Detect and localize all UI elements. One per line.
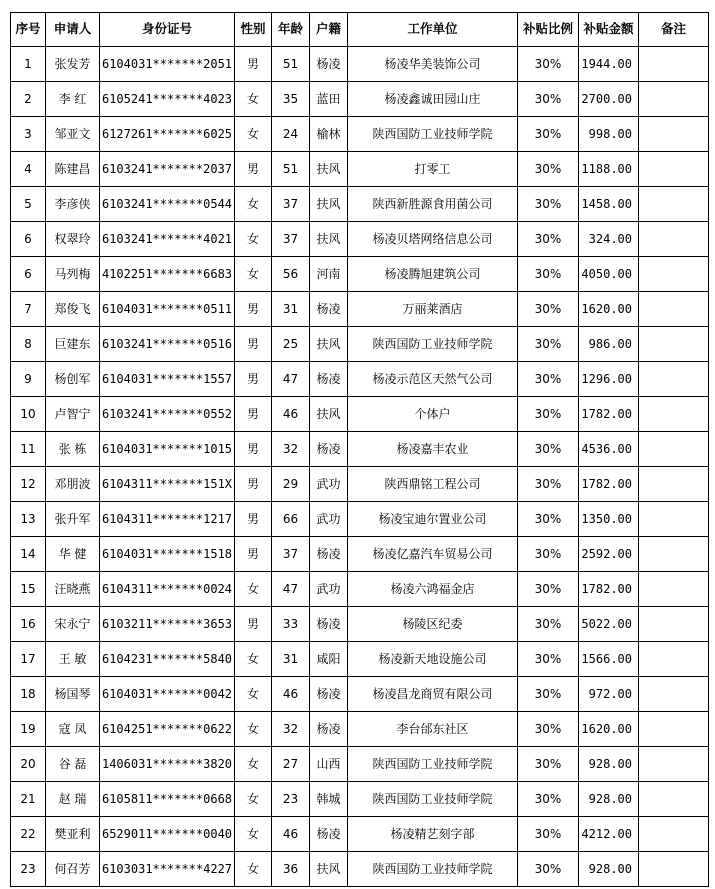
cell-ratio: 30% — [518, 432, 579, 467]
cell-unit: 杨凌华美装饰公司 — [348, 47, 518, 82]
cell-note — [639, 327, 709, 362]
cell-hukou: 扶风 — [310, 397, 348, 432]
table-body — [11, 47, 709, 887]
cell-unit: 李台邰东社区 — [348, 712, 518, 747]
cell-hukou: 扶风 — [310, 152, 348, 187]
cell-amount: 1782.00 — [579, 467, 639, 502]
cell-age: 24 — [272, 117, 310, 152]
cell-no: 14 — [11, 537, 46, 572]
cell-hukou: 韩城 — [310, 782, 348, 817]
cell-name: 巨建东 — [46, 327, 100, 362]
table-row — [11, 642, 709, 677]
cell-no: 6 — [11, 222, 46, 257]
cell-gender: 女 — [235, 852, 272, 887]
cell-unit: 杨凌新天地设施公司 — [348, 642, 518, 677]
cell-age: 27 — [272, 747, 310, 782]
cell-ratio: 30% — [518, 537, 579, 572]
cell-ratio: 30% — [518, 292, 579, 327]
header-row — [11, 13, 709, 47]
header-gender: 性别 — [235, 13, 272, 47]
cell-no: 2 — [11, 82, 46, 117]
table-row — [11, 362, 709, 397]
cell-amount: 928.00 — [579, 782, 639, 817]
cell-name: 张发芳 — [46, 47, 100, 82]
cell-name: 权翠玲 — [46, 222, 100, 257]
table-row — [11, 537, 709, 572]
cell-hukou: 扶风 — [310, 327, 348, 362]
table-row — [11, 747, 709, 782]
cell-id: 6104031*******0511 — [100, 292, 235, 327]
cell-hukou: 杨凌 — [310, 817, 348, 852]
cell-hukou: 扶风 — [310, 222, 348, 257]
cell-id: 6104031*******1557 — [100, 362, 235, 397]
cell-age: 56 — [272, 257, 310, 292]
header-amount: 补贴金额 — [579, 13, 639, 47]
table-row — [11, 222, 709, 257]
cell-note — [639, 782, 709, 817]
cell-name: 马列梅 — [46, 257, 100, 292]
cell-age: 47 — [272, 362, 310, 397]
cell-note — [639, 537, 709, 572]
cell-no: 12 — [11, 467, 46, 502]
cell-name: 杨创军 — [46, 362, 100, 397]
cell-gender: 男 — [235, 362, 272, 397]
cell-ratio: 30% — [518, 47, 579, 82]
cell-note — [639, 117, 709, 152]
table-row — [11, 502, 709, 537]
cell-amount: 1782.00 — [579, 397, 639, 432]
cell-amount: 1620.00 — [579, 292, 639, 327]
cell-gender: 男 — [235, 467, 272, 502]
cell-hukou: 杨凌 — [310, 432, 348, 467]
cell-age: 37 — [272, 537, 310, 572]
cell-ratio: 30% — [518, 642, 579, 677]
cell-no: 6 — [11, 257, 46, 292]
cell-unit: 陕西国防工业技师学院 — [348, 747, 518, 782]
cell-amount: 324.00 — [579, 222, 639, 257]
cell-name: 陈建昌 — [46, 152, 100, 187]
table-row — [11, 47, 709, 82]
cell-name: 卢智宁 — [46, 397, 100, 432]
cell-name: 宋永宁 — [46, 607, 100, 642]
cell-hukou: 蓝田 — [310, 82, 348, 117]
cell-ratio: 30% — [518, 82, 579, 117]
cell-no: 7 — [11, 292, 46, 327]
cell-amount: 972.00 — [579, 677, 639, 712]
cell-gender: 女 — [235, 817, 272, 852]
cell-ratio: 30% — [518, 187, 579, 222]
cell-name: 杨国琴 — [46, 677, 100, 712]
cell-age: 37 — [272, 187, 310, 222]
cell-id: 1406031*******3820 — [100, 747, 235, 782]
cell-no: 10 — [11, 397, 46, 432]
cell-age: 46 — [272, 397, 310, 432]
cell-name: 张升军 — [46, 502, 100, 537]
cell-note — [639, 677, 709, 712]
cell-hukou: 山西 — [310, 747, 348, 782]
cell-no: 20 — [11, 747, 46, 782]
cell-gender: 女 — [235, 642, 272, 677]
cell-amount: 5022.00 — [579, 607, 639, 642]
cell-ratio: 30% — [518, 677, 579, 712]
table-row — [11, 432, 709, 467]
header-age: 年龄 — [272, 13, 310, 47]
cell-gender: 女 — [235, 712, 272, 747]
cell-no: 23 — [11, 852, 46, 887]
cell-ratio: 30% — [518, 712, 579, 747]
cell-age: 51 — [272, 47, 310, 82]
cell-amount: 1620.00 — [579, 712, 639, 747]
cell-id: 6105811*******0668 — [100, 782, 235, 817]
cell-gender: 男 — [235, 607, 272, 642]
cell-amount: 2592.00 — [579, 537, 639, 572]
cell-id: 6104311*******0024 — [100, 572, 235, 607]
table-row — [11, 572, 709, 607]
table-row — [11, 292, 709, 327]
cell-unit: 陕西国防工业技师学院 — [348, 117, 518, 152]
cell-age: 31 — [272, 292, 310, 327]
cell-note — [639, 152, 709, 187]
cell-note — [639, 502, 709, 537]
cell-id: 6104031*******1518 — [100, 537, 235, 572]
cell-id: 6104031*******2051 — [100, 47, 235, 82]
table-row — [11, 117, 709, 152]
cell-unit: 陕西国防工业技师学院 — [348, 327, 518, 362]
cell-name: 张 栋 — [46, 432, 100, 467]
cell-no: 11 — [11, 432, 46, 467]
cell-id: 6103211*******3653 — [100, 607, 235, 642]
cell-unit: 杨陵区纪委 — [348, 607, 518, 642]
cell-no: 3 — [11, 117, 46, 152]
cell-gender: 女 — [235, 82, 272, 117]
cell-id: 6104031*******0042 — [100, 677, 235, 712]
cell-note — [639, 362, 709, 397]
table-row — [11, 852, 709, 887]
cell-note — [639, 572, 709, 607]
cell-unit: 万丽莱酒店 — [348, 292, 518, 327]
header-unit: 工作单位 — [348, 13, 518, 47]
cell-unit: 杨凌精艺刻字部 — [348, 817, 518, 852]
cell-gender: 男 — [235, 502, 272, 537]
cell-note — [639, 397, 709, 432]
header-no: 序号 — [11, 13, 46, 47]
cell-unit: 陕西鼎铭工程公司 — [348, 467, 518, 502]
cell-no: 9 — [11, 362, 46, 397]
cell-id: 6104311*******1217 — [100, 502, 235, 537]
cell-unit: 杨凌六鸿福金店 — [348, 572, 518, 607]
cell-note — [639, 852, 709, 887]
cell-unit: 杨凌宝迪尔置业公司 — [348, 502, 518, 537]
cell-age: 25 — [272, 327, 310, 362]
cell-no: 16 — [11, 607, 46, 642]
cell-id: 6529011*******0040 — [100, 817, 235, 852]
table-row — [11, 187, 709, 222]
cell-hukou: 榆林 — [310, 117, 348, 152]
cell-note — [639, 257, 709, 292]
cell-hukou: 武功 — [310, 572, 348, 607]
cell-amount: 986.00 — [579, 327, 639, 362]
cell-gender: 男 — [235, 47, 272, 82]
cell-name: 谷 磊 — [46, 747, 100, 782]
cell-amount: 4536.00 — [579, 432, 639, 467]
subsidy-table — [10, 12, 709, 887]
cell-ratio: 30% — [518, 782, 579, 817]
cell-hukou: 杨凌 — [310, 712, 348, 747]
cell-no: 18 — [11, 677, 46, 712]
cell-name: 何召芳 — [46, 852, 100, 887]
table-row — [11, 677, 709, 712]
cell-name: 郑俊飞 — [46, 292, 100, 327]
cell-id: 6104031*******1015 — [100, 432, 235, 467]
cell-hukou: 扶风 — [310, 852, 348, 887]
cell-age: 51 — [272, 152, 310, 187]
cell-id: 6103241*******0544 — [100, 187, 235, 222]
cell-name: 王 敏 — [46, 642, 100, 677]
cell-note — [639, 432, 709, 467]
header-id: 身份证号 — [100, 13, 235, 47]
cell-note — [639, 187, 709, 222]
table-row — [11, 397, 709, 432]
cell-note — [639, 467, 709, 502]
header-name: 申请人 — [46, 13, 100, 47]
cell-ratio: 30% — [518, 502, 579, 537]
cell-age: 46 — [272, 817, 310, 852]
cell-no: 13 — [11, 502, 46, 537]
table-row — [11, 817, 709, 852]
cell-no: 21 — [11, 782, 46, 817]
cell-id: 6103031*******4227 — [100, 852, 235, 887]
cell-ratio: 30% — [518, 327, 579, 362]
cell-ratio: 30% — [518, 152, 579, 187]
cell-amount: 928.00 — [579, 747, 639, 782]
cell-note — [639, 642, 709, 677]
cell-age: 33 — [272, 607, 310, 642]
header-ratio: 补贴比例 — [518, 13, 579, 47]
cell-name: 邓朋波 — [46, 467, 100, 502]
cell-ratio: 30% — [518, 467, 579, 502]
table-row — [11, 152, 709, 187]
cell-hukou: 杨凌 — [310, 607, 348, 642]
cell-name: 李 红 — [46, 82, 100, 117]
cell-note — [639, 82, 709, 117]
cell-gender: 男 — [235, 292, 272, 327]
cell-unit: 杨凌嘉丰农业 — [348, 432, 518, 467]
cell-no: 8 — [11, 327, 46, 362]
cell-ratio: 30% — [518, 397, 579, 432]
cell-age: 35 — [272, 82, 310, 117]
cell-ratio: 30% — [518, 257, 579, 292]
cell-ratio: 30% — [518, 362, 579, 397]
cell-age: 29 — [272, 467, 310, 502]
cell-gender: 女 — [235, 677, 272, 712]
cell-hukou: 河南 — [310, 257, 348, 292]
cell-ratio: 30% — [518, 747, 579, 782]
cell-amount: 1188.00 — [579, 152, 639, 187]
cell-age: 31 — [272, 642, 310, 677]
cell-id: 6104231*******5840 — [100, 642, 235, 677]
cell-amount: 1350.00 — [579, 502, 639, 537]
cell-hukou: 杨凌 — [310, 677, 348, 712]
cell-note — [639, 607, 709, 642]
cell-amount: 1296.00 — [579, 362, 639, 397]
cell-hukou: 杨凌 — [310, 362, 348, 397]
cell-age: 36 — [272, 852, 310, 887]
cell-note — [639, 222, 709, 257]
cell-no: 22 — [11, 817, 46, 852]
cell-no: 5 — [11, 187, 46, 222]
cell-gender: 男 — [235, 432, 272, 467]
cell-age: 32 — [272, 712, 310, 747]
cell-gender: 女 — [235, 747, 272, 782]
cell-name: 李彦侠 — [46, 187, 100, 222]
cell-age: 47 — [272, 572, 310, 607]
cell-note — [639, 817, 709, 852]
cell-amount: 1458.00 — [579, 187, 639, 222]
cell-name: 樊亚利 — [46, 817, 100, 852]
cell-unit: 陕西新胜源食用菌公司 — [348, 187, 518, 222]
cell-hukou: 武功 — [310, 467, 348, 502]
cell-hukou: 咸阳 — [310, 642, 348, 677]
cell-gender: 男 — [235, 537, 272, 572]
cell-gender: 男 — [235, 327, 272, 362]
table-row — [11, 82, 709, 117]
cell-id: 6103241*******0552 — [100, 397, 235, 432]
table-row — [11, 712, 709, 747]
cell-id: 6103241*******4021 — [100, 222, 235, 257]
cell-hukou: 杨凌 — [310, 292, 348, 327]
cell-hukou: 杨凌 — [310, 47, 348, 82]
cell-ratio: 30% — [518, 607, 579, 642]
cell-no: 17 — [11, 642, 46, 677]
cell-gender: 女 — [235, 572, 272, 607]
cell-note — [639, 747, 709, 782]
cell-hukou: 武功 — [310, 502, 348, 537]
cell-unit: 杨凌鑫诚田园山庄 — [348, 82, 518, 117]
cell-amount: 1782.00 — [579, 572, 639, 607]
cell-unit: 杨凌昌龙商贸有限公司 — [348, 677, 518, 712]
cell-hukou: 杨凌 — [310, 537, 348, 572]
cell-age: 66 — [272, 502, 310, 537]
cell-unit: 杨凌亿嘉汽车贸易公司 — [348, 537, 518, 572]
cell-gender: 女 — [235, 187, 272, 222]
cell-id: 4102251*******6683 — [100, 257, 235, 292]
cell-gender: 男 — [235, 397, 272, 432]
cell-no: 19 — [11, 712, 46, 747]
table-row — [11, 467, 709, 502]
header-hukou: 户籍 — [310, 13, 348, 47]
table-row — [11, 607, 709, 642]
cell-no: 1 — [11, 47, 46, 82]
cell-id: 6103241*******0516 — [100, 327, 235, 362]
cell-gender: 女 — [235, 222, 272, 257]
cell-gender: 女 — [235, 782, 272, 817]
cell-ratio: 30% — [518, 852, 579, 887]
cell-name: 华 健 — [46, 537, 100, 572]
cell-amount: 928.00 — [579, 852, 639, 887]
cell-amount: 998.00 — [579, 117, 639, 152]
cell-gender: 女 — [235, 117, 272, 152]
cell-unit: 杨凌示范区天然气公司 — [348, 362, 518, 397]
cell-age: 37 — [272, 222, 310, 257]
cell-amount: 1566.00 — [579, 642, 639, 677]
cell-unit: 打零工 — [348, 152, 518, 187]
cell-ratio: 30% — [518, 117, 579, 152]
cell-age: 32 — [272, 432, 310, 467]
cell-name: 赵 瑞 — [46, 782, 100, 817]
cell-ratio: 30% — [518, 817, 579, 852]
cell-note — [639, 712, 709, 747]
cell-name: 邹亚文 — [46, 117, 100, 152]
cell-age: 46 — [272, 677, 310, 712]
cell-name: 汪晓燕 — [46, 572, 100, 607]
cell-amount: 4050.00 — [579, 257, 639, 292]
cell-gender: 男 — [235, 152, 272, 187]
cell-unit: 陕西国防工业技师学院 — [348, 782, 518, 817]
cell-amount: 2700.00 — [579, 82, 639, 117]
cell-ratio: 30% — [518, 572, 579, 607]
cell-id: 6127261*******6025 — [100, 117, 235, 152]
cell-unit: 杨凌腾旭建筑公司 — [348, 257, 518, 292]
cell-amount: 4212.00 — [579, 817, 639, 852]
cell-amount: 1944.00 — [579, 47, 639, 82]
cell-note — [639, 47, 709, 82]
cell-id: 6103241*******2037 — [100, 152, 235, 187]
table-row — [11, 257, 709, 292]
cell-id: 6104251*******0622 — [100, 712, 235, 747]
cell-id: 6104311*******151X — [100, 467, 235, 502]
cell-age: 23 — [272, 782, 310, 817]
cell-note — [639, 292, 709, 327]
cell-hukou: 扶风 — [310, 187, 348, 222]
cell-id: 6105241*******4023 — [100, 82, 235, 117]
cell-no: 15 — [11, 572, 46, 607]
cell-unit: 个体户 — [348, 397, 518, 432]
cell-unit: 杨凌贝塔网络信息公司 — [348, 222, 518, 257]
cell-ratio: 30% — [518, 222, 579, 257]
table-row — [11, 327, 709, 362]
cell-gender: 女 — [235, 257, 272, 292]
table-row — [11, 782, 709, 817]
cell-unit: 陕西国防工业技师学院 — [348, 852, 518, 887]
cell-name: 寇 凤 — [46, 712, 100, 747]
header-note: 备注 — [639, 13, 709, 47]
cell-no: 4 — [11, 152, 46, 187]
